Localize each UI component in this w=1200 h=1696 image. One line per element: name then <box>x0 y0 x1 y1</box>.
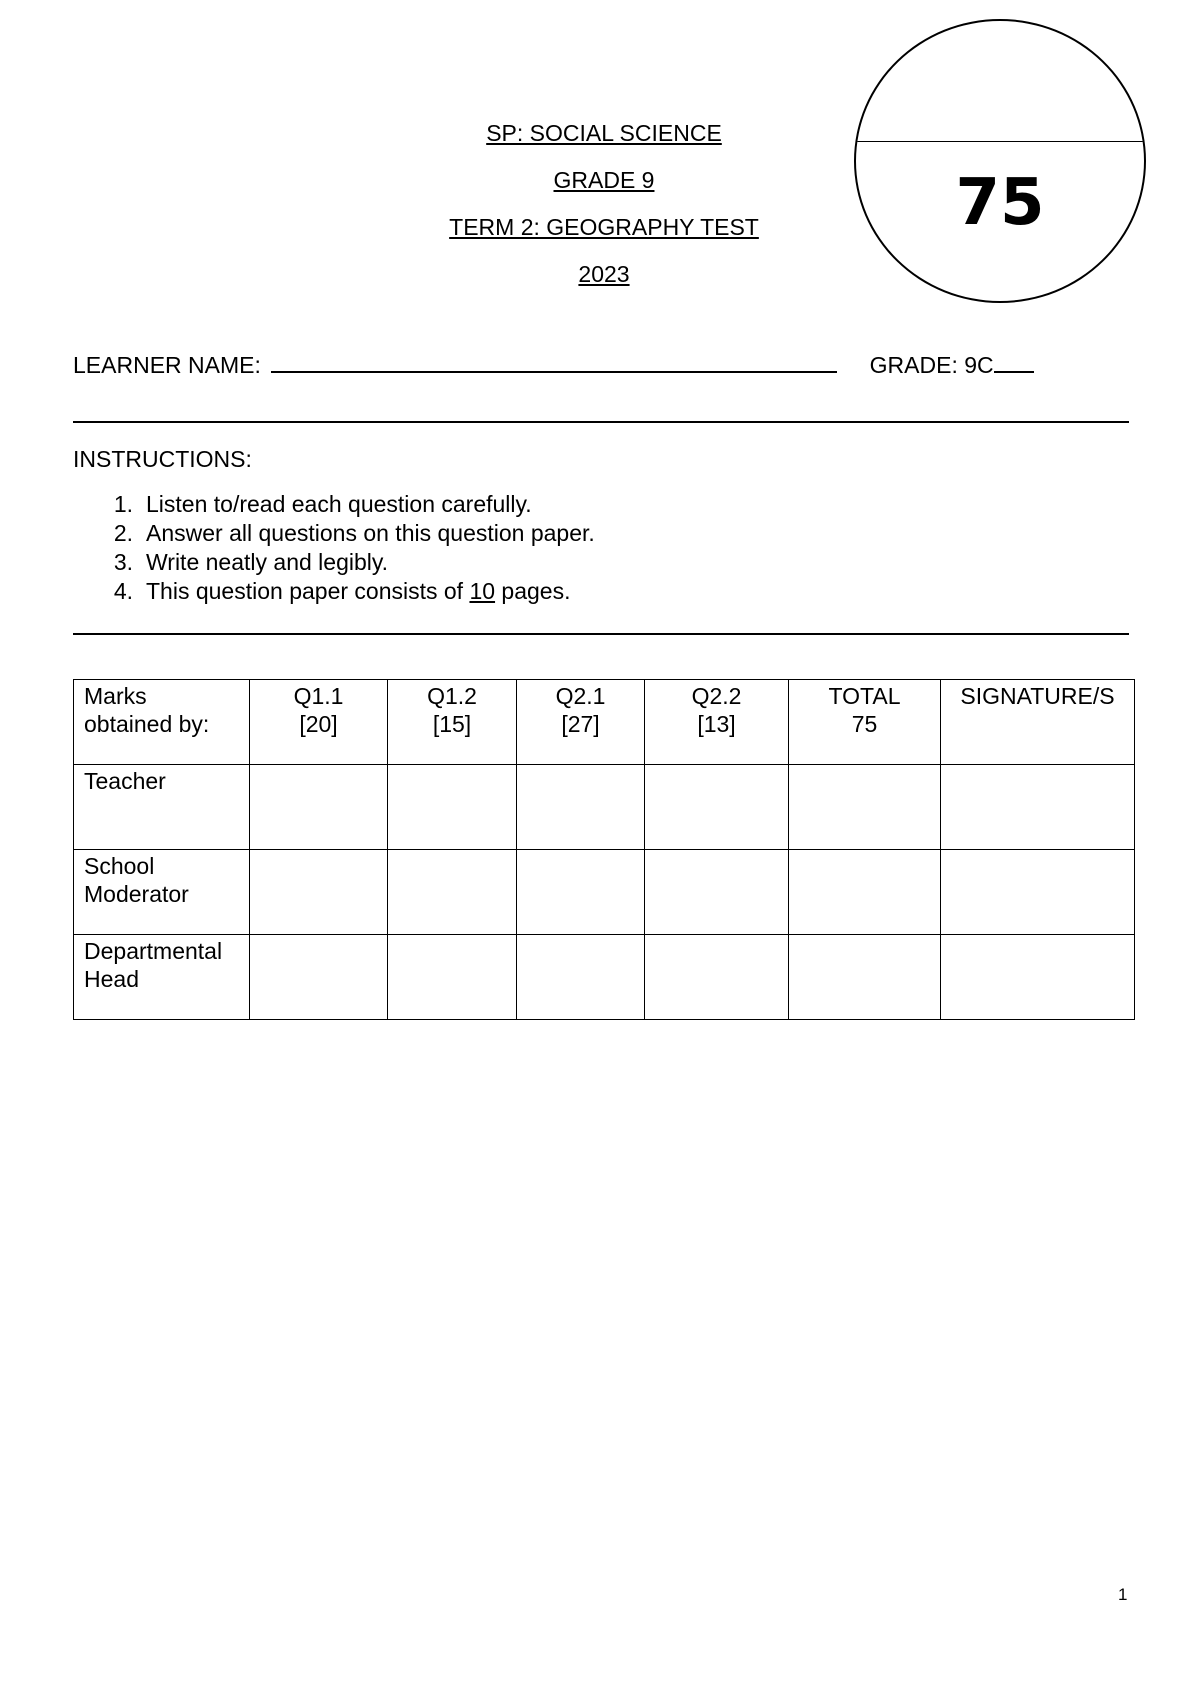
mark-cell[interactable] <box>250 850 388 935</box>
mark-cell[interactable] <box>645 935 789 1020</box>
subject-heading: SP: SOCIAL SCIENCE <box>486 120 722 146</box>
q1-2-header: Q1.2 [15] <box>388 680 517 765</box>
mark-cell[interactable] <box>517 935 645 1020</box>
mark-cell[interactable] <box>388 765 517 850</box>
marks-table <box>73 679 1135 1020</box>
instructions-title: INSTRUCTIONS: <box>73 446 252 472</box>
marks-table-header-row <box>74 680 1135 765</box>
instructions-list <box>73 490 595 606</box>
instruction-item: 1. Listen to/read each question carefully. <box>113 491 532 517</box>
mark-cell[interactable] <box>645 765 789 850</box>
row-label-school-moderator: School Moderator <box>74 850 250 935</box>
learner-name-blank[interactable] <box>271 353 837 373</box>
total-cell[interactable] <box>789 850 941 935</box>
q2-2-header: Q2.2 [13] <box>645 680 789 765</box>
page-count: 10 <box>469 578 496 604</box>
table-row <box>74 850 1135 935</box>
divider-line-top <box>73 421 1129 423</box>
circle-divider <box>856 141 1144 142</box>
instruction-item: 4. This question paper consists of 10 pages. <box>113 578 571 604</box>
learner-details-row <box>73 352 1133 379</box>
signature-header: SIGNATURE/S <box>941 680 1135 765</box>
mark-cell[interactable] <box>517 850 645 935</box>
mark-cell[interactable] <box>645 850 789 935</box>
instruction-item: 3. Write neatly and legibly. <box>113 549 389 575</box>
grade-label: GRADE: 9C <box>869 352 994 378</box>
marks-obtained-by-header: Marks obtained by: <box>74 680 250 765</box>
mark-cell[interactable] <box>517 765 645 850</box>
year-heading: 2023 <box>578 261 630 287</box>
learner-name-label: LEARNER NAME: <box>73 352 261 378</box>
table-row <box>74 935 1135 1020</box>
page-number: 1 <box>1118 1585 1128 1604</box>
mark-cell[interactable] <box>250 935 388 1020</box>
mark-cell[interactable] <box>388 935 517 1020</box>
q2-1-header: Q2.1 [27] <box>517 680 645 765</box>
test-title-heading: TERM 2: GEOGRAPHY TEST <box>449 214 759 240</box>
divider-line-bottom <box>73 633 1129 635</box>
q1-1-header: Q1.1 [20] <box>250 680 388 765</box>
total-cell[interactable] <box>789 765 941 850</box>
mark-cell[interactable] <box>388 850 517 935</box>
mark-cell[interactable] <box>250 765 388 850</box>
signature-cell[interactable] <box>941 850 1135 935</box>
row-label-departmental-head: Departmental Head <box>74 935 250 1020</box>
grade-class-blank[interactable] <box>994 353 1034 373</box>
total-cell[interactable] <box>789 935 941 1020</box>
grade-heading: GRADE 9 <box>553 167 655 193</box>
total-marks-circle <box>854 19 1146 303</box>
table-row <box>74 765 1135 850</box>
signature-cell[interactable] <box>941 935 1135 1020</box>
total-marks-value: 75 <box>955 166 1045 240</box>
total-header: TOTAL 75 <box>789 680 941 765</box>
row-label-teacher: Teacher <box>74 765 250 850</box>
signature-cell[interactable] <box>941 765 1135 850</box>
instruction-item: 2. Answer all questions on this question paper. <box>113 520 595 546</box>
